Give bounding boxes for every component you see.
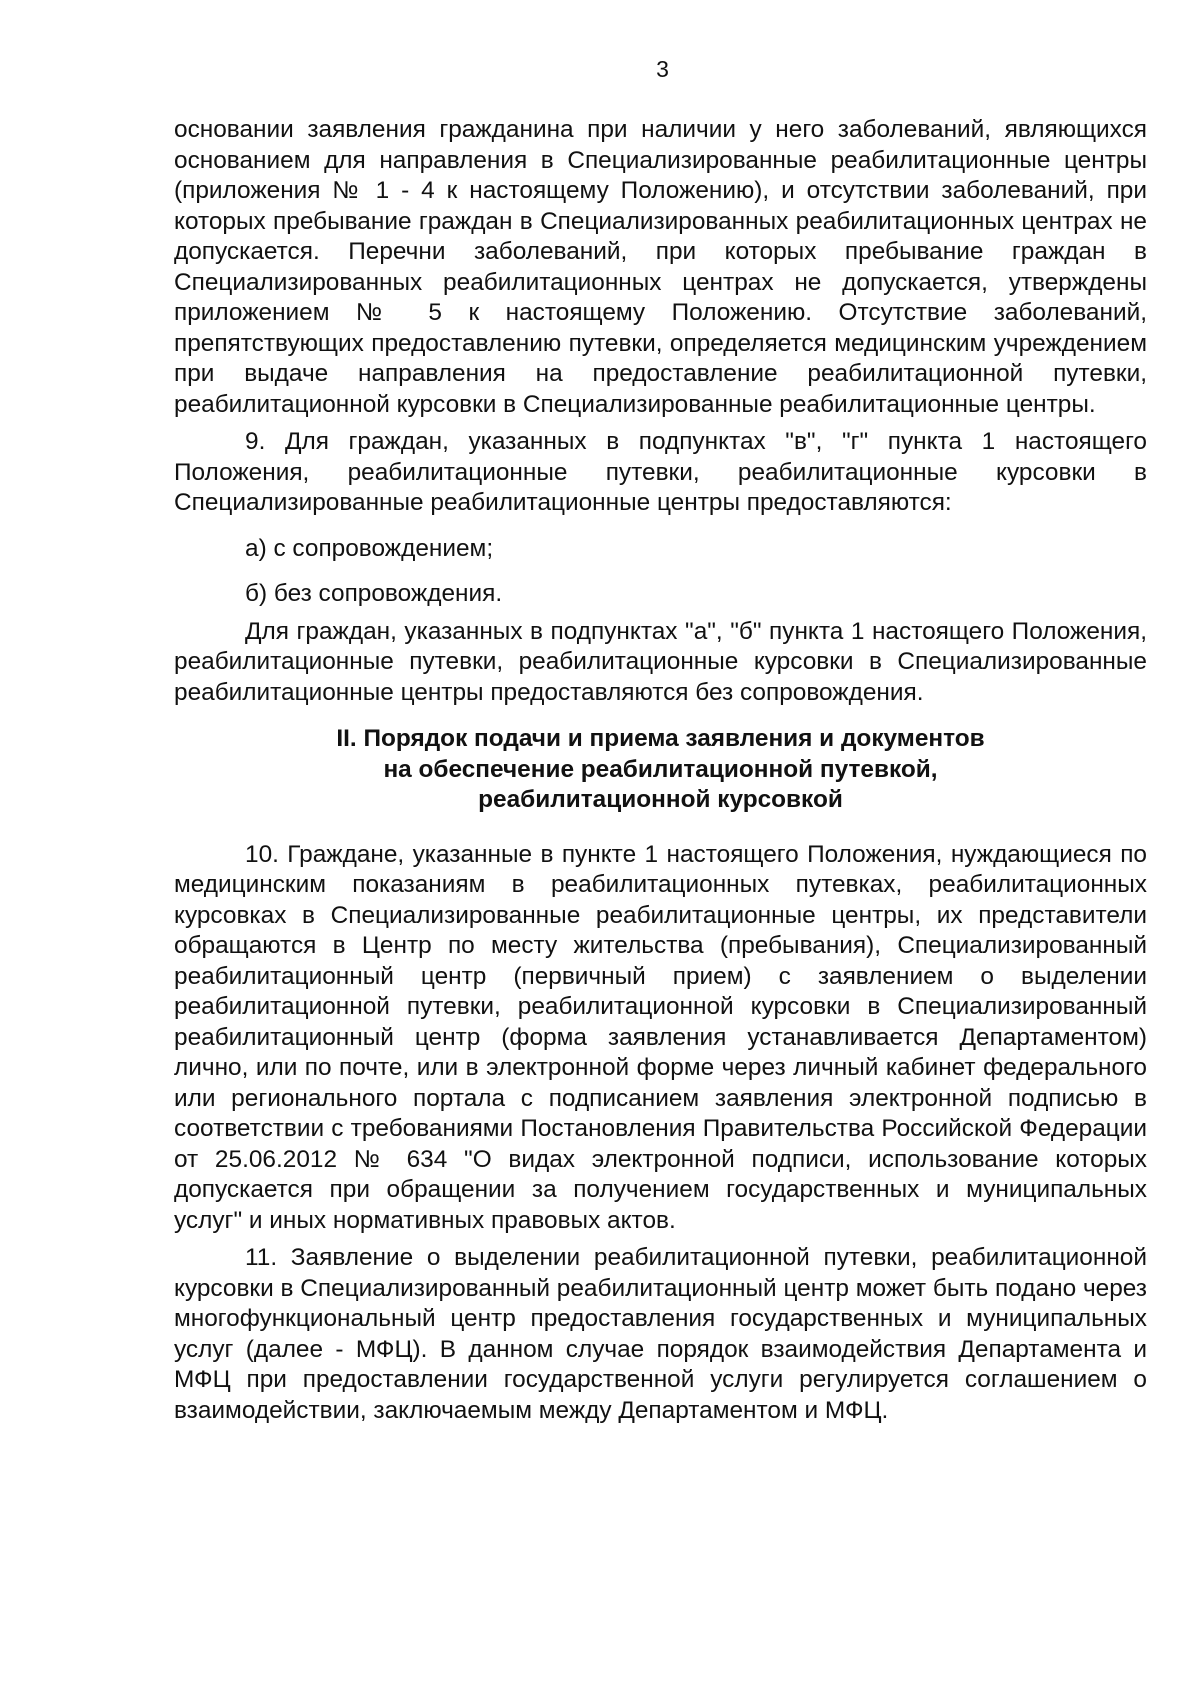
paragraph-9: 9. Для граждан, указанных в подпунктах "в", "г" пункта 1 настоящего Положения, реабилитационные путевки, реабилитационные курсовки в Специализированные реабилитационные центры предоставляются: <box>174 428 1147 516</box>
section-2-heading <box>174 724 1147 816</box>
paragraph-9-item-a: а) с сопровождением; <box>245 534 494 562</box>
paragraph-9-item-b: б) без сопровождения. <box>245 580 503 607</box>
page-number: 3 <box>656 56 669 82</box>
paragraph-9-note: Для граждан, указанных в подпунктах "а", "б" пункта 1 настоящего Положения, реабилитационные путевки, реабилитационные курсовки в Специализированные реабилитационные центры предоставляются без сопровождения. <box>174 617 1147 706</box>
section-2-heading-line-3: реабилитационной курсовкой <box>478 786 843 813</box>
document-body <box>174 115 1147 1426</box>
paragraph-11: 11. Заявление о выделении реабилитационной путевки, реабилитационной курсовки в Специализированный реабилитационный центр может быть подано через многофункциональный центр предоставления государственных и муниципальных услуг (далее - МФЦ). В данном случае порядок взаимодействия Департамента и МФЦ при предоставлении государственной услуги регулируется соглашением о взаимодействии, заключаемым между Департаментом и МФЦ. <box>174 1244 1147 1424</box>
section-2-heading-line-2: на обеспечение реабилитационной путевкой, <box>383 755 938 783</box>
paragraph-continuation: основании заявления гражданина при наличии у него заболеваний, являющихся основанием для направления в Специализированные реабилитационные центры (приложения № 1 - 4 к настоящему Положению), и отсутствии заболеваний, при которых пребывание граждан в Специализированных реабилитационных центрах не допускается. Перечни заболеваний, при которых пребывание граждан в Специализированных реабилитационных центрах не допускается, утверждены приложением № 5 к настоящему Положению. Отсутствие заболеваний, препятствующих предоставлению путевки, определяется медицинским учреждением при выдаче направления на предоставление реабилитационной путевки, реабилитационной курсовки в Специализированные реабилитационные центры. <box>174 116 1147 418</box>
section-2-heading-line-1: II. Порядок подачи и приема заявления и документов <box>336 725 985 752</box>
paragraph-10: 10. Граждане, указанные в пункте 1 настоящего Положения, нуждающиеся по медицинским показаниям в реабилитационных путевках, реабилитационных курсовках в Специализированные реабилитационные центры, их представители обращаются в Центр по месту жительства (пребывания), Специализированный реабилитационный центр (первичный прием) с заявлением о выделении реабилитационной путевки, реабилитационной курсовки в Специализированный реабилитационный центр (форма заявления устанавливается Департаментом) лично, или по почте, или в электронной форме через личный кабинет федерального или регионального портала с подписанием заявления электронной подписью в соответствии с требованиями Постановления Правительства Российской Федерации от 25.06.2012 № 634 "О видах электронной подписи, использование которых допускается при обращении за получением государственных и муниципальных услуг" и иных нормативных правовых актов. <box>174 840 1147 1234</box>
